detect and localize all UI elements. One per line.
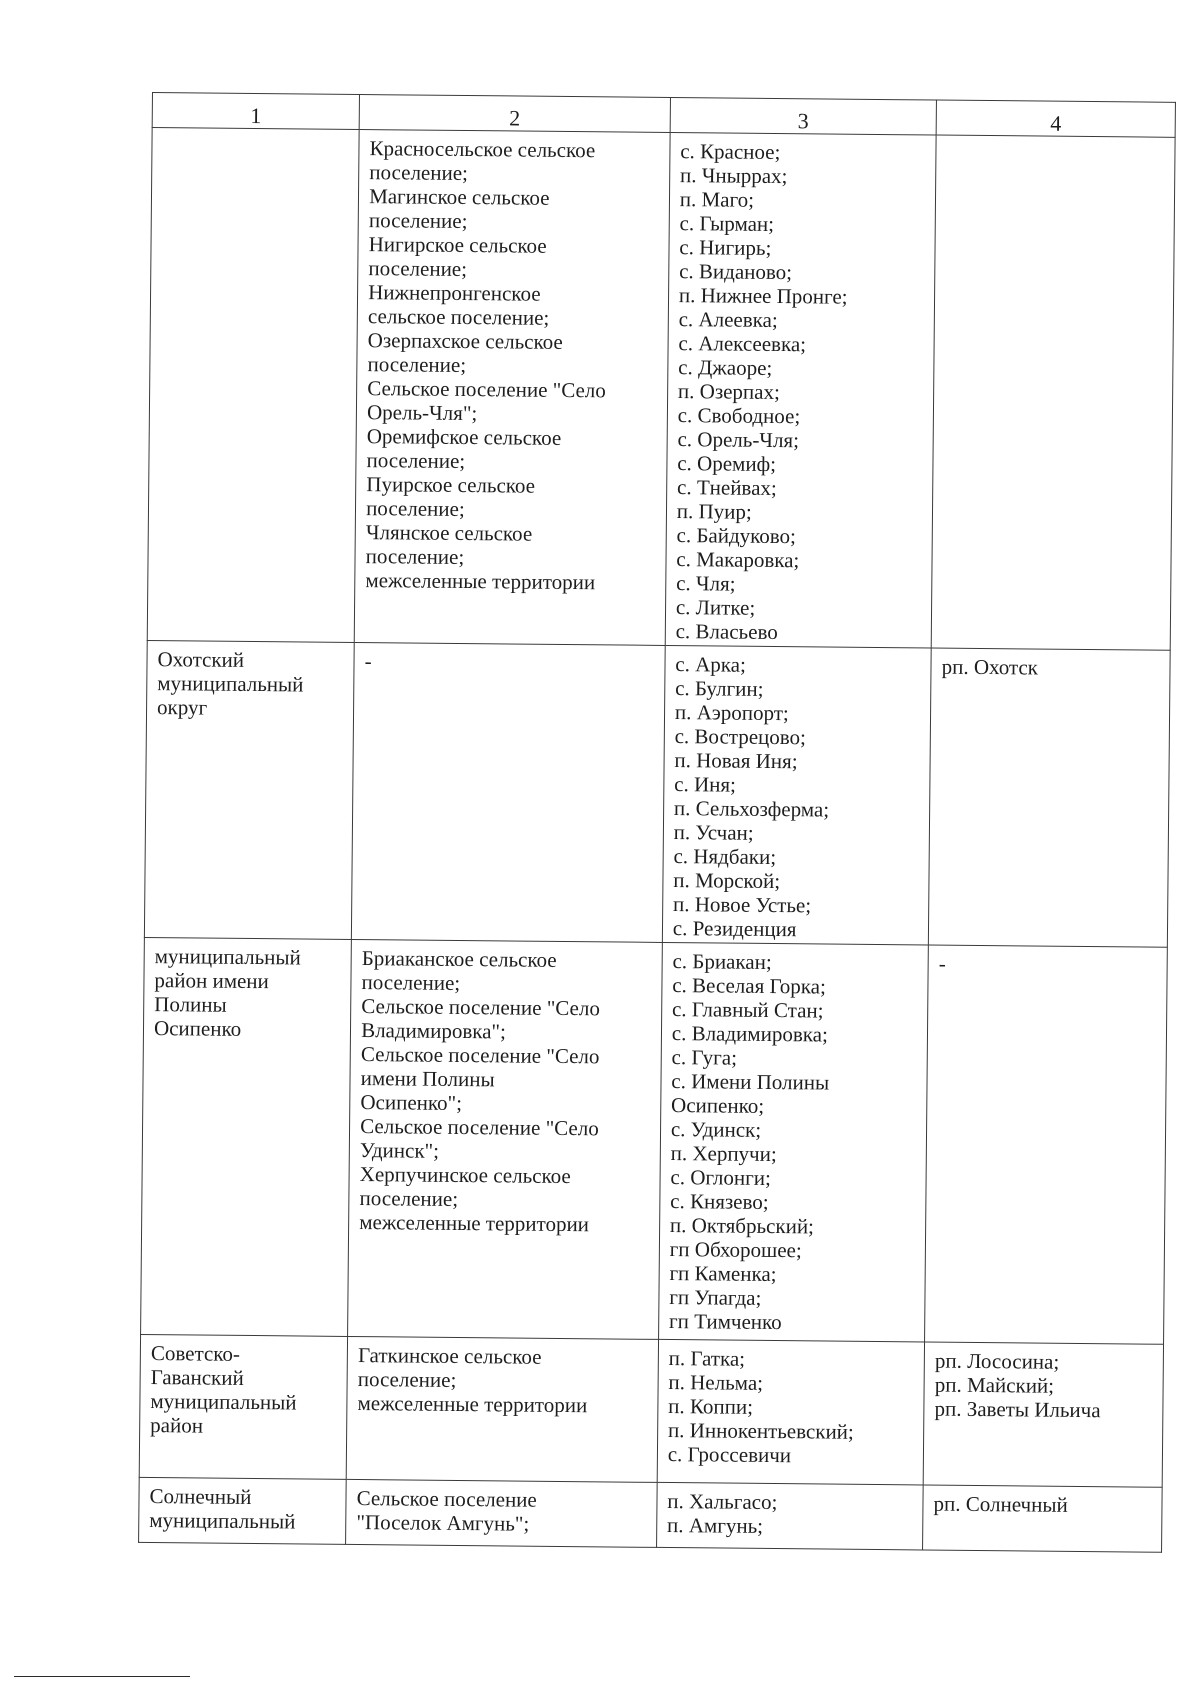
cell-line: поселение;: [365, 544, 465, 570]
cell-line: с. Нигирь;: [679, 235, 772, 260]
cell-line: с. Удинск;: [670, 1117, 762, 1142]
header-cell-1: 1: [152, 93, 359, 130]
cell-line: с. Князево;: [670, 1189, 769, 1214]
cell-line: с. Алексеевка;: [678, 331, 807, 357]
localities-cell: [658, 942, 928, 1342]
cell-line: с. Булгин;: [675, 676, 764, 701]
cell-line: Осипенко";: [360, 1090, 463, 1116]
cell-line: Сельское поселение "Село: [367, 376, 606, 403]
settlements-cell: [346, 1479, 657, 1547]
cell-line: с. Бриакан;: [672, 949, 772, 974]
cell-line: межселенные территории: [359, 1210, 590, 1237]
cell-line: с. Иня;: [674, 772, 737, 797]
cell-line: с. Макаровка;: [676, 547, 800, 573]
cell-line: гп Обхорошее;: [669, 1237, 802, 1263]
cell-line: Солнечный: [149, 1484, 252, 1510]
cell-line: муниципальный: [154, 944, 301, 970]
table-row: [139, 1477, 1163, 1552]
cell-line: с. Главный Стан;: [671, 997, 824, 1023]
cell-line: поселение;: [368, 208, 468, 234]
cell-line: с. Веселая Горка;: [672, 973, 827, 999]
cell-line: Магинское сельское: [369, 184, 550, 210]
cell-line: п. Сельхозферма;: [673, 796, 830, 822]
cell-line: Советско-: [150, 1341, 241, 1366]
cell-line: с. Арка;: [675, 652, 747, 677]
cell-line: муниципальный: [157, 671, 304, 697]
cell-line: Орель-Чля";: [366, 400, 478, 426]
cell-line: поселение;: [361, 970, 461, 995]
cell-line: гп Тимченко: [668, 1309, 782, 1335]
cell-line: Осипенко: [153, 1016, 242, 1041]
table-row: [147, 128, 1175, 651]
cell-line: Нижнепронгенское: [368, 280, 541, 306]
cell-line: Красносельское сельское: [369, 136, 596, 163]
cell-line: район: [150, 1413, 204, 1438]
cell-line: рп. Заветы Ильича: [934, 1396, 1101, 1423]
localities-cell: [665, 132, 936, 648]
cell-line: рп. Солнечный: [933, 1491, 1068, 1517]
cell-line: с. Гуга;: [671, 1045, 738, 1070]
cell-line: п. Маго;: [679, 187, 755, 212]
cell-line: рп. Майский;: [934, 1372, 1055, 1398]
header-cell-2: 2: [359, 94, 670, 132]
cell-line: поселение;: [367, 352, 467, 378]
urban-cell: [931, 135, 1175, 650]
cell-line: с. Власьево: [675, 619, 778, 645]
cell-line: Сельское поселение "Село: [361, 994, 601, 1021]
cell-line: с. Орель-Чля;: [677, 427, 800, 453]
settlements-cell: [354, 129, 670, 645]
cell-line: с. Нядбаки;: [673, 844, 777, 870]
cell-line: с. Оремиф;: [677, 451, 777, 477]
cell-line: Озерпахское сельское: [367, 328, 563, 354]
cell-line: п. Иннокентьевский;: [667, 1418, 854, 1444]
cell-line: с. Байдуково;: [676, 523, 797, 549]
cell-line: район имени: [154, 968, 269, 994]
cell-line: гп Каменка;: [669, 1261, 777, 1287]
cell-line: с. Красное;: [680, 139, 781, 165]
table-row: [139, 1334, 1163, 1487]
footnote-divider: [14, 1676, 190, 1677]
settlements-cell: [346, 1336, 658, 1482]
localities-cell: [656, 1482, 923, 1550]
cell-line: п. Новая Иня;: [674, 748, 798, 774]
urban-cell: [923, 1485, 1162, 1552]
cell-line: Гаванский: [150, 1365, 244, 1390]
cell-line: поселение;: [359, 1186, 459, 1211]
cell-line: с. Джаоре;: [678, 355, 773, 380]
localities-cell: [657, 1339, 925, 1485]
district-cell: [139, 1477, 347, 1544]
cell-line: Удинск";: [359, 1138, 440, 1163]
cell-line: Гаткинское сельское: [357, 1343, 542, 1369]
urban-cell: [923, 1342, 1163, 1487]
cell-line: с. Литке;: [675, 595, 756, 620]
cell-line: п. Хальгасо;: [667, 1489, 778, 1515]
cell-line: Полины: [154, 992, 227, 1017]
cell-line: Пуирское сельское: [366, 472, 536, 498]
cell-line: п. Амгунь;: [666, 1513, 764, 1538]
cell-line: поселение;: [366, 496, 465, 522]
cell-line: п. Нижнее Пронге;: [678, 283, 848, 309]
district-cell: [139, 1334, 347, 1479]
cell-line: Владимировка";: [361, 1018, 507, 1044]
urban-cell: [928, 648, 1170, 947]
cell-line: Сельское поселение "Село: [360, 1114, 599, 1141]
cell-line: с. Владимировка;: [671, 1021, 828, 1047]
cell-line: п. Морской;: [673, 868, 781, 894]
cell-line: с. Оглонги;: [670, 1165, 771, 1190]
localities-cell: [662, 645, 931, 945]
cell-line: п. Херпучи;: [670, 1141, 777, 1167]
table-row: [141, 937, 1168, 1344]
cell-line: Сельское поселение "Село: [360, 1042, 600, 1069]
cell-line: с. Свободное;: [677, 403, 801, 429]
cell-line: с. Гроссевичи: [667, 1442, 792, 1468]
cell-line: рп. Охотск: [941, 654, 1039, 680]
cell-line: п. Гатка;: [668, 1346, 746, 1371]
header-cell-4: 4: [936, 100, 1175, 137]
cell-line: -: [364, 649, 372, 674]
district-cell: [141, 937, 352, 1336]
cell-line: поселение;: [368, 256, 468, 282]
cell-line: с. Гырман;: [679, 211, 775, 236]
cell-line: Осипенко;: [671, 1093, 765, 1118]
table-body: [139, 128, 1176, 1553]
cell-line: п. Пуир;: [676, 499, 752, 524]
cell-line: рп. Лососина;: [934, 1348, 1060, 1374]
cell-line: п. Коппи;: [668, 1394, 754, 1419]
cell-line: -: [938, 951, 946, 976]
cell-line: п. Чныррах;: [679, 163, 788, 189]
cell-line: п. Октябрьский;: [669, 1213, 815, 1239]
cell-line: муниципальный: [150, 1389, 297, 1415]
cell-line: межселенные территории: [357, 1391, 588, 1418]
table-row: [144, 640, 1170, 947]
district-cell: [144, 640, 354, 939]
cell-line: имени Полины: [360, 1066, 495, 1092]
cell-line: межселенные территории: [365, 568, 596, 595]
cell-line: Бриаканское сельское: [361, 946, 557, 972]
settlements-cell: [348, 939, 662, 1339]
cell-line: Оремифское сельское: [366, 424, 562, 450]
cell-line: п. Усчан;: [673, 820, 754, 845]
cell-line: п. Аэропорт;: [674, 700, 789, 726]
settlements-table: [138, 92, 1176, 1553]
cell-line: с. Резиденция: [672, 916, 797, 942]
header-cell-3: 3: [670, 97, 937, 135]
cell-line: поселение;: [366, 448, 466, 474]
cell-line: с. Вострецово;: [674, 724, 807, 750]
cell-line: с. Тнейвах;: [676, 475, 777, 501]
cell-line: Херпучинское сельское: [359, 1162, 571, 1189]
district-cell: [147, 128, 359, 643]
cell-line: "Поселок Амгунь";: [356, 1510, 530, 1536]
cell-line: Нигирское сельское: [368, 232, 547, 258]
cell-line: с. Алеевка;: [678, 307, 778, 333]
cell-line: поселение;: [369, 160, 469, 186]
cell-line: п. Новое Устье;: [672, 892, 812, 918]
cell-line: гп Упагда;: [669, 1285, 762, 1310]
cell-line: Члянское сельское: [365, 520, 533, 546]
cell-line: муниципальный: [149, 1508, 296, 1534]
cell-line: Охотский: [157, 647, 245, 672]
cell-line: с. Чля;: [676, 571, 736, 596]
settlements-cell: [351, 642, 665, 942]
cell-line: поселение;: [357, 1367, 457, 1392]
cell-line: округ: [156, 695, 208, 720]
urban-cell: [925, 945, 1168, 1344]
cell-line: с. Виданово;: [679, 259, 793, 285]
cell-line: с. Имени Полины: [671, 1069, 830, 1095]
cell-line: п. Нельма;: [668, 1370, 764, 1395]
cell-line: Сельское поселение: [356, 1486, 537, 1512]
cell-line: сельское поселение;: [367, 304, 550, 330]
cell-line: п. Озерпах;: [677, 379, 781, 405]
